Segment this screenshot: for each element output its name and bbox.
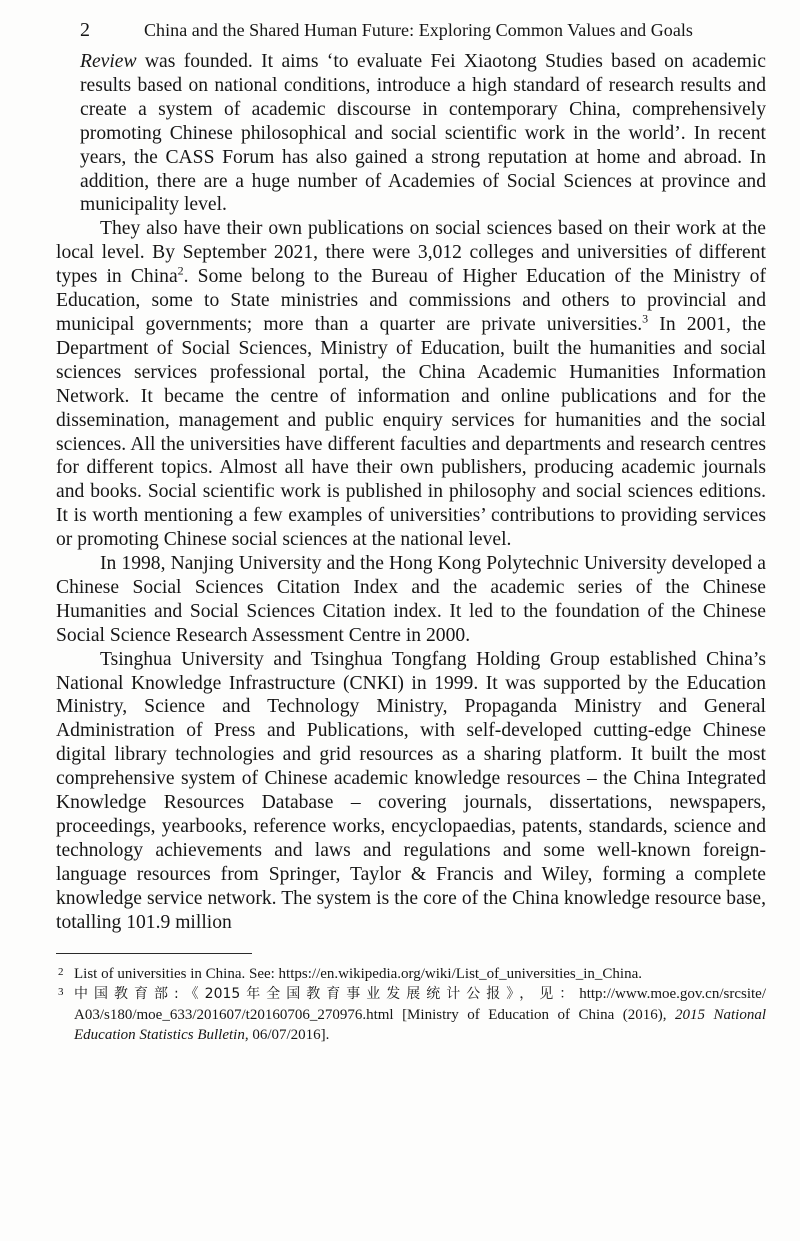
running-title: China and the Shared Human Future: Exploring Common Values and Goals <box>144 20 693 40</box>
paragraph-text: They also have their own publications on social sciences based on their work at the local level. By September 2021, there were 3,012 colleges and universities of different types in China <box>56 218 766 288</box>
footnote-2 <box>56 964 766 985</box>
footnote-text <box>74 984 766 1046</box>
paragraph-text: In 2001, the Department of Social Sciences, Ministry of Education, built the humanities and social sciences services professional portal, the China Academic Humanities Information Network. It became the centre of information and online publications and for the dissemination, management and public enquiry services for humanities and the social sciences. All the universities have different faculties and departments and research centres for different topics. Almost all have their own publishers, producing academic journals and books. Social scientific work is published in philosophy and social sciences editions. It is worth mentioning a few examples of universities’ contributions to providing services or promoting Chinese social sciences at the national level. <box>56 313 766 551</box>
paragraph-universities <box>56 217 766 552</box>
paragraph-text: was founded. It aims ‘to evaluate Fei Xiaotong Studies based on academic results based on national conditions, introduce a high standard of research results and create a system of academic discourse in contemporary China, comprehensively promoting Chinese philosophical and social scientific work in the world’. In recent years, the CASS Forum has also gained a strong reputation at home and abroad. In addition, there are a huge number of Academies of Social Sciences at province and municipality level. <box>80 51 766 216</box>
paragraph-text: . Some belong to the Bureau of Higher Education of the Ministry of Education, some to State ministries and commissions and others to provincial and municipal governments; more than a quarter are private universities. <box>56 266 766 335</box>
footnote-text: List of universities in China. See: https://en.wikipedia.org/wiki/List_of_universities_in_China. <box>74 965 643 982</box>
running-head <box>56 12 766 48</box>
footnote-3 <box>56 984 766 1046</box>
citation-date: , 06/07/2016]. <box>244 1027 330 1044</box>
bulletin-title: 2015 National Education Statistics Bulletin <box>74 1006 766 1044</box>
footnotes <box>56 964 766 1046</box>
paragraph-text: Tsinghua University and Tsinghua Tongfang Holding Group established China’s National Knowledge Infrastructure (CNKI) in 1999. It was supported by the Education Ministry, Science and Technology Ministry, Propaganda Ministry and General Administration of Press and Publications, with self-developed cutting-edge Chinese digital library technologies and grid resources as a sharing platform. It built the most comprehensive system of Chinese academic knowledge resources – the China Integrated Knowledge Resources Database – covering journals, dissertations, newspapers, proceedings, yearbooks, reference works, encyclopaedias, patents, standards, science and technology achievements and laws and regulations and some well-known foreign-language resources from Springer, Taylor & Francis and Wiley, forming a complete knowledge service network. The system is the core of the China knowledge resource base, totalling 101.9 million <box>56 648 766 933</box>
body-text <box>56 50 766 935</box>
page-number: 2 <box>80 19 90 41</box>
footnote-ref-2: 2 <box>177 263 184 278</box>
paragraph-text: In 1998, Nanjing University and the Hong Kong Polytechnic University developed a Chinese Social Sciences Citation Index and the academic series of the Chinese Humanities and Social Sciences Citation index. It led to the foundation of the Chinese Social Science Research Assessment Centre in 2000. <box>56 553 766 646</box>
footnote-ref-3: 3 <box>642 311 649 326</box>
footnote-divider <box>56 953 252 954</box>
paragraph-continued <box>56 50 766 217</box>
journal-title-fragment: Review <box>80 51 137 72</box>
footnote-marker: 3 <box>58 986 64 999</box>
footnote-marker: 2 <box>58 965 64 978</box>
paragraph-cnki <box>56 648 766 935</box>
citation-url: http://www.moe.gov.cn/srcsite/ A03/s180/moe_633/201607/t20160706_270976.html [Ministry of Education of China (2016), <box>74 986 766 1023</box>
chinese-citation: 中国教育部:《2015年全国教育事业发展统计公报》，见： <box>74 986 580 1003</box>
paragraph-citation-index <box>56 552 766 648</box>
